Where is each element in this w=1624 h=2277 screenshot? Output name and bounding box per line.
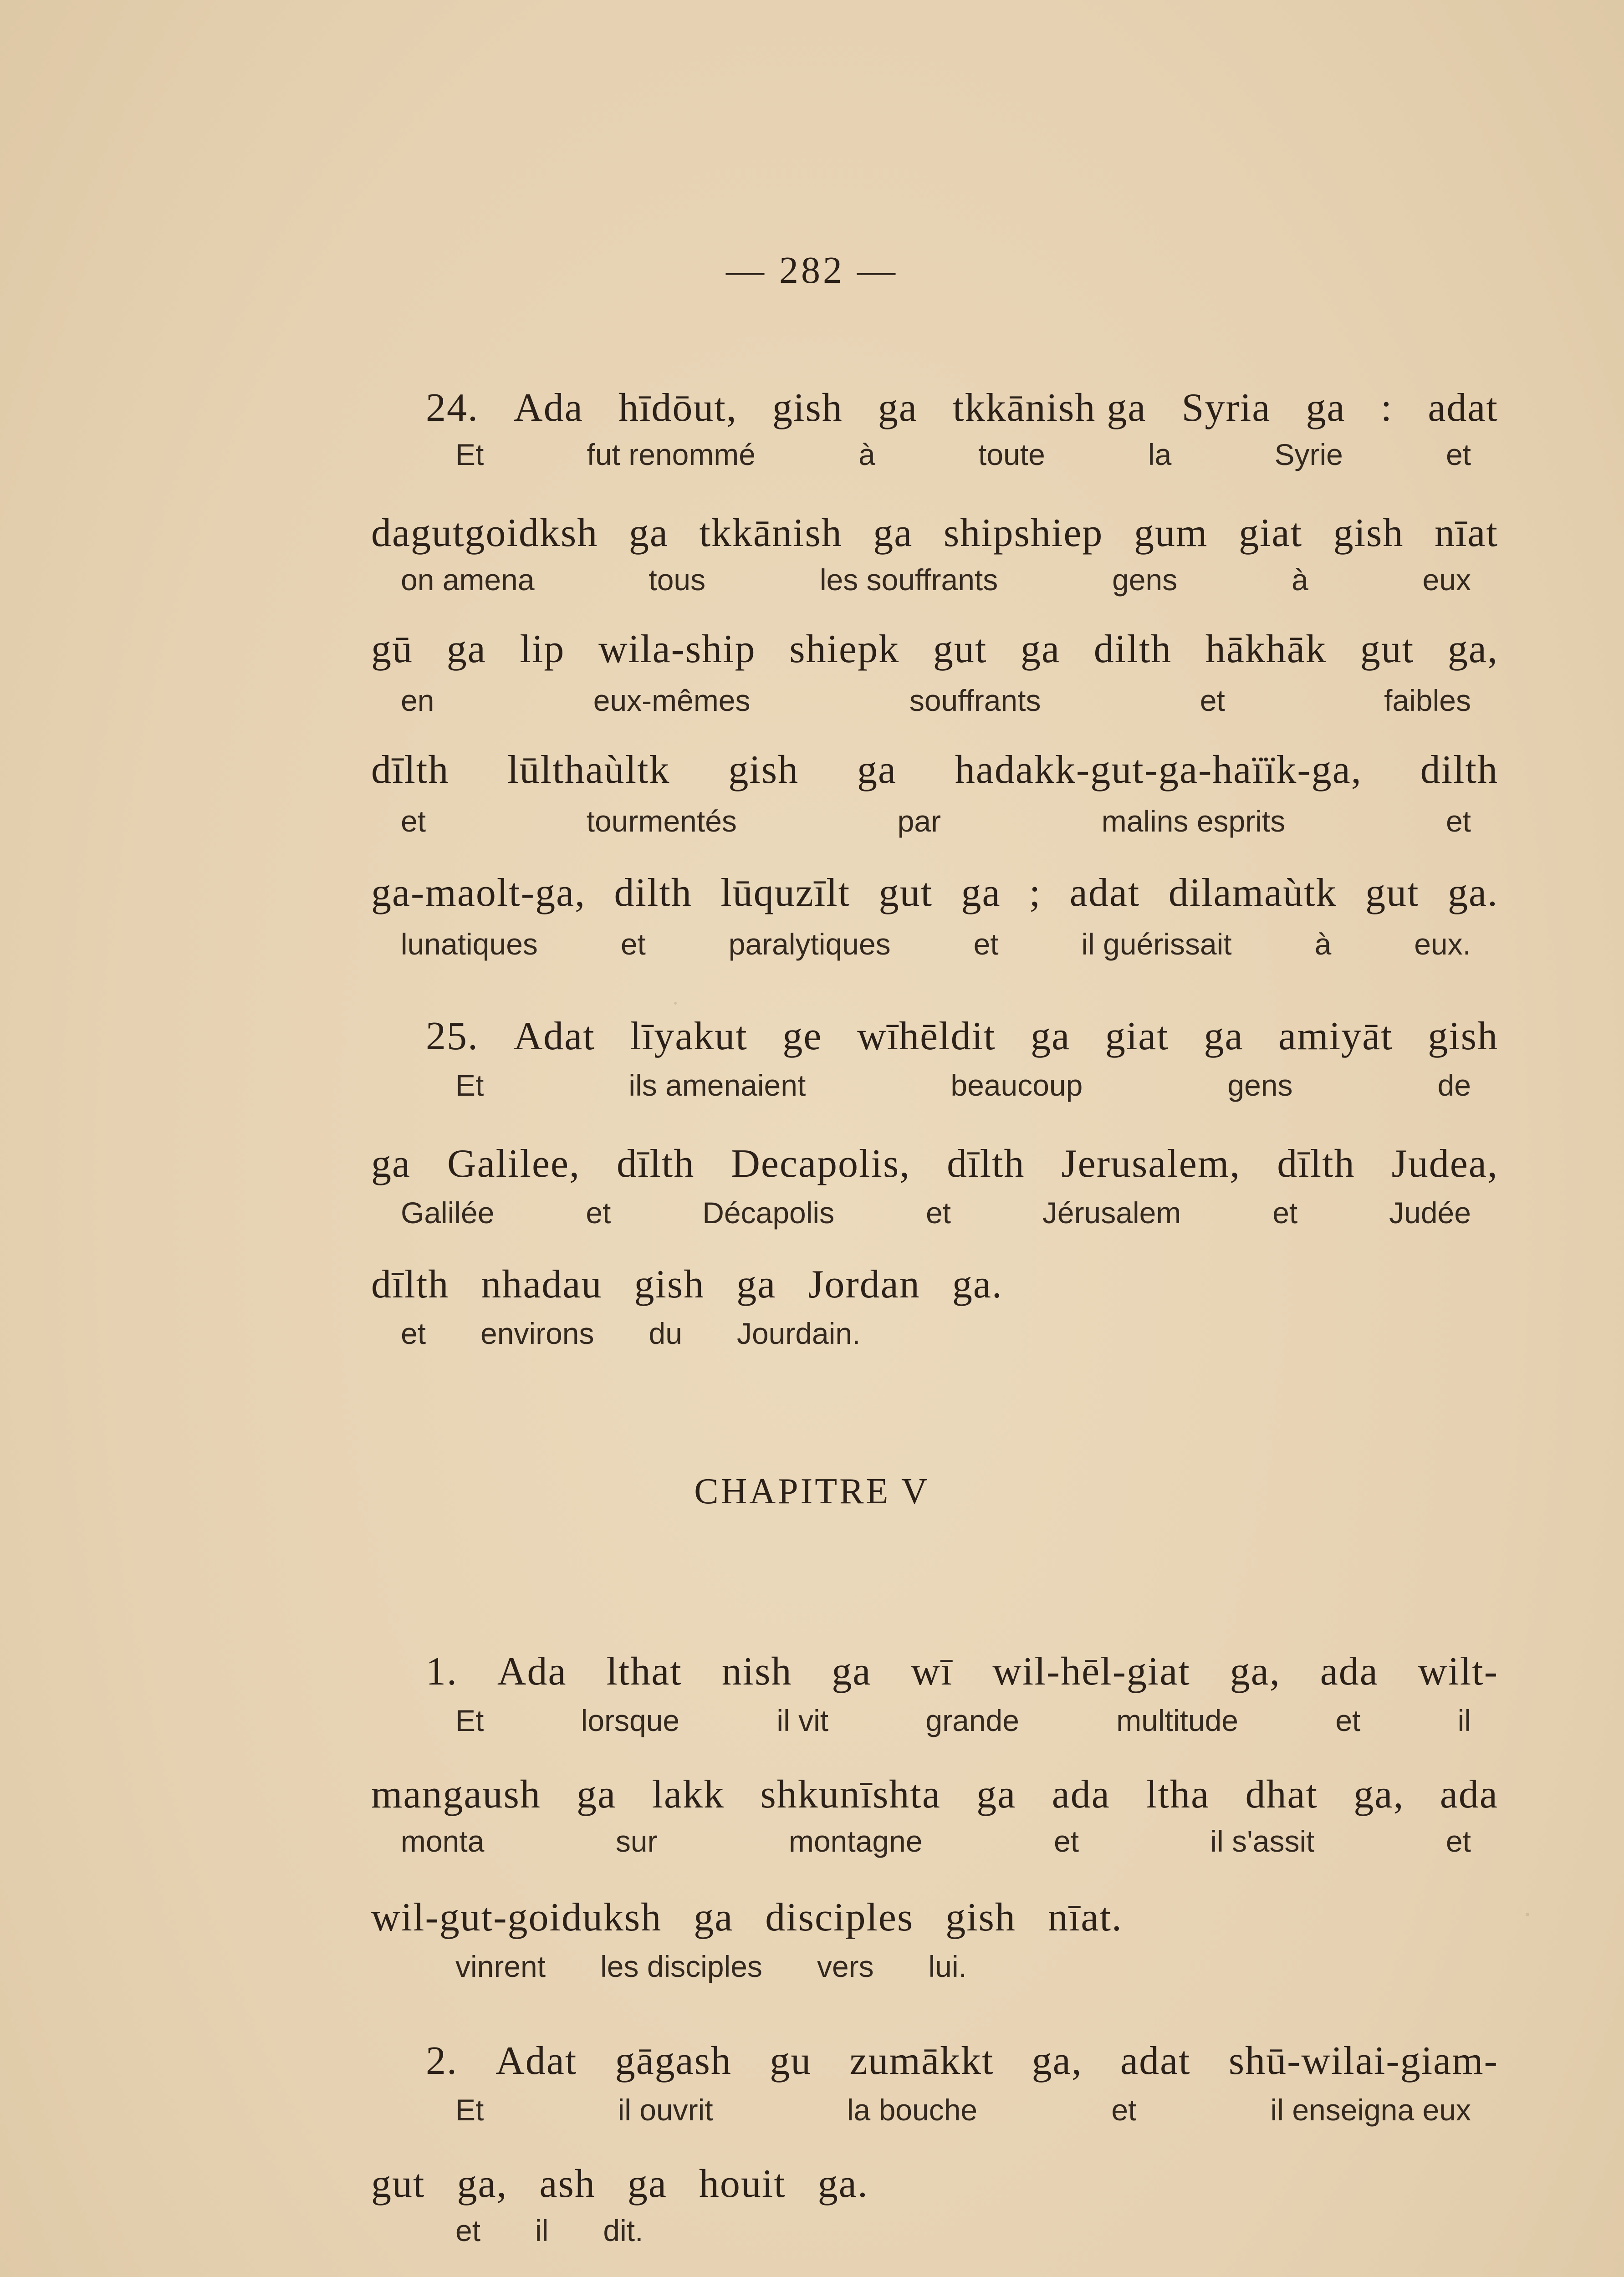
native-word: gish xyxy=(634,1262,705,1307)
native-word: ga xyxy=(1204,1014,1244,1058)
native-word: Jordan xyxy=(808,1262,920,1307)
native-word: nish xyxy=(721,1649,792,1694)
gloss-word: la bouche xyxy=(847,2093,978,2127)
gloss-word: fut renommé xyxy=(587,438,756,471)
gloss-word: lunatiques xyxy=(401,927,538,961)
gloss-word: et xyxy=(401,1317,426,1350)
native-word: gut xyxy=(878,871,933,915)
gloss-word: beaucoup xyxy=(950,1068,1083,1102)
gloss-line xyxy=(401,927,1471,961)
native-word: Judea, xyxy=(1391,1142,1498,1186)
native-word: shū-wilai-giam- xyxy=(1228,2039,1498,2083)
gloss-word: et xyxy=(1200,684,1225,717)
native-word: ga xyxy=(976,1772,1016,1817)
gloss-word: ils amenaient xyxy=(628,1068,806,1102)
gloss-word: Et xyxy=(455,1068,484,1102)
native-word: 25. xyxy=(426,1014,479,1058)
native-word: ga xyxy=(1306,386,1346,430)
gloss-word: toute xyxy=(978,438,1045,471)
gloss-word: et xyxy=(1445,438,1471,471)
gloss-word: il xyxy=(1457,1704,1471,1737)
native-word: ada xyxy=(1320,1649,1379,1694)
native-word: dilth xyxy=(614,871,692,915)
gloss-line xyxy=(401,1316,1471,1351)
gloss-line xyxy=(401,1824,1471,1858)
gloss-word: il vit xyxy=(776,1704,829,1737)
native-word: ga xyxy=(878,386,918,430)
native-word: gish xyxy=(945,1895,1016,1940)
native-word: shiepk xyxy=(789,627,900,671)
native-word: dagutgoidksh xyxy=(371,511,598,555)
gloss-word: malins esprits xyxy=(1101,804,1286,838)
native-word: gut xyxy=(1360,627,1415,671)
gloss-word: et xyxy=(1335,1704,1361,1737)
native-word: wila-ship xyxy=(598,627,756,671)
gloss-word: eux-mêmes xyxy=(593,684,751,717)
gloss-word: monta xyxy=(401,1824,485,1858)
native-word: ga xyxy=(371,1142,411,1186)
gloss-word: il xyxy=(535,2214,549,2247)
native-word: Syria xyxy=(1181,386,1271,430)
gloss-word: les disciples xyxy=(600,1950,762,1983)
native-word: Adat xyxy=(495,2039,577,2083)
native-word: gum xyxy=(1134,511,1208,555)
gloss-word: Décapolis xyxy=(702,1196,835,1230)
native-word: ga xyxy=(857,748,897,792)
gloss-word: et xyxy=(1445,804,1471,838)
native-word: ga xyxy=(832,1649,872,1694)
native-word: wī xyxy=(911,1649,953,1694)
gloss-word: et xyxy=(401,804,426,838)
gloss-line xyxy=(455,2093,1471,2127)
gloss-word: paralytiques xyxy=(728,927,891,961)
native-word: gut xyxy=(371,2162,425,2206)
gloss-line xyxy=(455,437,1471,472)
native-word: Decapolis, xyxy=(731,1142,911,1186)
native-line xyxy=(371,626,1498,672)
gloss-word: par xyxy=(897,804,941,838)
native-word: wil-hēl-giat xyxy=(992,1649,1190,1694)
native-word: ge xyxy=(782,1014,822,1058)
gloss-word: environs xyxy=(480,1317,594,1350)
native-word: lūquzīlt xyxy=(720,871,851,915)
chapter-heading: CHAPITRE V xyxy=(694,1471,930,1511)
gloss-word: tourmentés xyxy=(586,804,737,838)
gloss-line xyxy=(455,2213,1471,2248)
native-word: gish xyxy=(772,386,843,430)
native-word: shkunīshta xyxy=(760,1772,941,1817)
native-word: lakk xyxy=(652,1772,725,1817)
gloss-word: Et xyxy=(455,2093,484,2127)
gloss-line xyxy=(455,1068,1471,1103)
page-number: — 282 — xyxy=(726,249,898,291)
gloss-word: eux. xyxy=(1414,927,1471,961)
native-word: adat xyxy=(1069,871,1140,915)
native-word: gish xyxy=(728,748,799,792)
native-word: Adat xyxy=(513,1014,595,1058)
native-word: 24. xyxy=(426,386,479,430)
gloss-word: et xyxy=(925,1196,951,1230)
native-line xyxy=(426,385,1498,431)
native-word: ga. xyxy=(952,1262,1003,1307)
native-word: nhadau xyxy=(481,1262,603,1307)
native-word: gish xyxy=(1428,1014,1498,1058)
gloss-word: à xyxy=(1314,927,1332,961)
gloss-word: Judée xyxy=(1389,1196,1471,1230)
native-word: ; xyxy=(1029,871,1042,915)
native-word: Ada xyxy=(497,1649,567,1694)
gloss-word: eux xyxy=(1422,563,1471,597)
gloss-word: vers xyxy=(817,1950,874,1983)
native-word: ga, xyxy=(1032,2039,1083,2083)
gloss-word: à xyxy=(1292,563,1308,597)
gloss-word: à xyxy=(858,438,875,471)
gloss-word: la xyxy=(1148,438,1172,471)
native-word: Ada xyxy=(514,386,583,430)
native-word: ltha xyxy=(1146,1772,1210,1817)
native-line xyxy=(371,747,1498,793)
gloss-word: et xyxy=(620,927,646,961)
native-word: adat xyxy=(1428,386,1498,430)
native-word: tkkānish xyxy=(699,511,843,555)
native-word: ga xyxy=(577,1772,617,1817)
native-word: ga xyxy=(627,2162,667,2206)
paper-spot xyxy=(1526,1913,1529,1916)
native-word: ga. xyxy=(817,2162,868,2206)
native-word: ga. xyxy=(1447,871,1498,915)
native-word: ga xyxy=(446,627,486,671)
native-word: zumākkt xyxy=(849,2039,994,2083)
native-word: dhat xyxy=(1245,1772,1318,1817)
native-word: disciples xyxy=(765,1895,914,1940)
gloss-word: et xyxy=(1445,1824,1471,1858)
gloss-word: faibles xyxy=(1384,684,1471,717)
gloss-word: et xyxy=(1054,1824,1079,1858)
gloss-word: tous xyxy=(649,563,706,597)
gloss-word: et xyxy=(973,927,999,961)
gloss-line xyxy=(401,683,1471,718)
native-word: hākhāk xyxy=(1205,627,1327,671)
native-word: ga, xyxy=(1447,627,1498,671)
gloss-word: vinrent xyxy=(455,1950,546,1983)
native-word: ga-maolt-ga, xyxy=(371,871,586,915)
native-line xyxy=(371,1894,1498,1940)
native-word: ga, xyxy=(1353,1772,1404,1817)
gloss-word: multitude xyxy=(1116,1704,1239,1737)
native-word: amiyāt xyxy=(1278,1014,1393,1058)
gloss-word: les souffrants xyxy=(819,563,998,597)
native-line xyxy=(426,2038,1498,2084)
native-line xyxy=(371,2161,1498,2207)
gloss-word: souffrants xyxy=(909,684,1041,717)
native-word: lip xyxy=(520,627,565,671)
native-word: ga, xyxy=(1230,1649,1281,1694)
gloss-word: Jourdain. xyxy=(736,1317,861,1350)
gloss-line xyxy=(401,1195,1471,1230)
native-word: : xyxy=(1380,386,1393,430)
native-word: nīat xyxy=(1434,511,1498,555)
native-word: ga xyxy=(873,511,913,555)
native-line xyxy=(426,1649,1498,1695)
gloss-word: Jérusalem xyxy=(1042,1196,1181,1230)
native-line xyxy=(371,1141,1498,1187)
native-word: houit xyxy=(699,2162,786,2206)
native-word: ga xyxy=(1021,627,1061,671)
gloss-word: Et xyxy=(455,438,484,471)
native-word: ada xyxy=(1052,1772,1110,1817)
native-word: ga xyxy=(1031,1014,1071,1058)
gloss-word: et xyxy=(1272,1196,1298,1230)
native-word: Jerusalem, xyxy=(1061,1142,1241,1186)
native-word: ash xyxy=(539,2162,596,2206)
gloss-word: il guérissait xyxy=(1081,927,1232,961)
native-word: dilth xyxy=(1420,748,1498,792)
gloss-word: gens xyxy=(1112,563,1178,597)
native-word: tkkānish ga xyxy=(953,386,1147,430)
gloss-word: lui. xyxy=(928,1950,967,1983)
native-word: dīlth xyxy=(1277,1142,1355,1186)
native-word: ga xyxy=(694,1895,734,1940)
gloss-word: sur xyxy=(615,1824,658,1858)
native-word: dilth xyxy=(1093,627,1172,671)
native-word: dīlth xyxy=(371,748,449,792)
gloss-word: il s'assit xyxy=(1210,1824,1315,1858)
native-word: hīdōut, xyxy=(618,386,737,430)
native-word: wīhēldit xyxy=(857,1014,996,1058)
gloss-word: et xyxy=(455,2214,481,2247)
native-word: gut xyxy=(933,627,987,671)
native-word: gāgash xyxy=(615,2039,732,2083)
native-line xyxy=(371,870,1498,916)
native-word: Galilee, xyxy=(447,1142,581,1186)
native-word: dīlth xyxy=(371,1262,449,1307)
gloss-word: en xyxy=(401,684,434,717)
gloss-line xyxy=(401,562,1471,597)
native-word: giat xyxy=(1105,1014,1169,1058)
native-word: adat xyxy=(1120,2039,1191,2083)
native-word: shipshiep xyxy=(943,511,1103,555)
native-word: hadakk-gut-ga-haïïk-ga, xyxy=(955,748,1362,792)
gloss-word: de xyxy=(1437,1068,1471,1102)
native-word: dīlth xyxy=(947,1142,1025,1186)
gloss-word: et xyxy=(586,1196,611,1230)
gloss-word: il ouvrit xyxy=(618,2093,713,2127)
native-word: lūlthaùltk xyxy=(507,748,670,792)
native-word: dīlth xyxy=(617,1142,695,1186)
native-word: wilt- xyxy=(1418,1649,1498,1694)
native-line xyxy=(371,1772,1498,1818)
gloss-word: grande xyxy=(925,1704,1019,1737)
gloss-word: on amena xyxy=(401,563,535,597)
native-word: gut xyxy=(1365,871,1420,915)
native-word: mangaush xyxy=(371,1772,541,1817)
gloss-word: Galilée xyxy=(401,1196,495,1230)
gloss-word: et xyxy=(1111,2093,1137,2127)
gloss-word: Et xyxy=(455,1704,484,1737)
native-word: ga xyxy=(736,1262,776,1307)
native-word: 1. xyxy=(426,1649,458,1694)
native-word: lthat xyxy=(606,1649,682,1694)
gloss-word: dit. xyxy=(603,2214,643,2247)
gloss-word: du xyxy=(649,1317,682,1350)
native-word: gū xyxy=(371,627,413,671)
native-word: ga, xyxy=(457,2162,508,2206)
gloss-word: il enseigna eux xyxy=(1270,2093,1471,2127)
gloss-line xyxy=(401,804,1471,838)
gloss-line xyxy=(455,1703,1471,1738)
native-word: 2. xyxy=(426,2039,458,2083)
native-word: ga xyxy=(628,511,669,555)
native-word: giat xyxy=(1239,511,1303,555)
gloss-word: montagne xyxy=(789,1824,923,1858)
native-word: wil-gut-goiduksh xyxy=(371,1895,662,1940)
native-word: ada xyxy=(1440,1772,1498,1817)
native-line xyxy=(371,510,1498,556)
gloss-line xyxy=(455,1949,1471,1984)
gloss-word: lorsque xyxy=(581,1704,680,1737)
native-line xyxy=(371,1261,1498,1307)
native-word: gish xyxy=(1333,511,1404,555)
native-word: dilamaùtk xyxy=(1168,871,1337,915)
native-word: līyakut xyxy=(630,1014,748,1058)
paper-spot xyxy=(674,1002,677,1005)
native-word: nīat. xyxy=(1047,1895,1123,1940)
native-word: ga xyxy=(961,871,1001,915)
gloss-word: gens xyxy=(1227,1068,1293,1102)
gloss-word: Syrie xyxy=(1274,438,1343,471)
native-line xyxy=(426,1013,1498,1059)
native-word: gu xyxy=(770,2039,812,2083)
